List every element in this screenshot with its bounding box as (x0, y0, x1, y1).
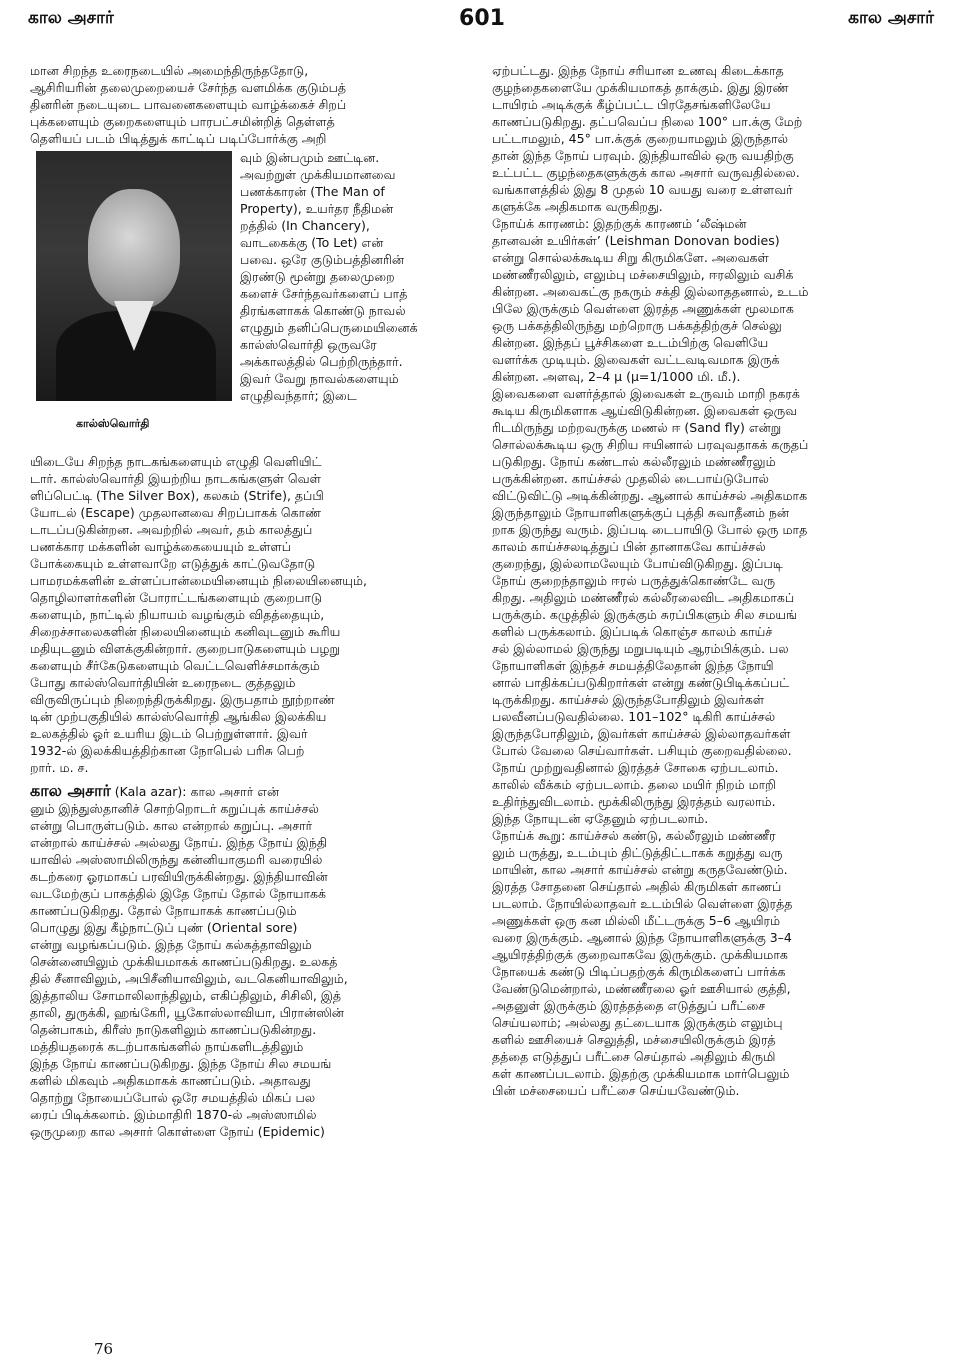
text-line: குறைந்து, இல்லாமலேயும் போய்விடுகிறது. இப்படி (492, 556, 783, 571)
text-line: யோடல் (Escape) முதலானவை சிறப்பாகக் கொண் (30, 505, 322, 520)
text-line: தாலி, துருக்கி, ஹங்கேரி, யூகோஸ்லாவியா, பிரான்ஸின் (30, 1005, 344, 1020)
text-line: செய்யலாம்; அல்லது தட்டையாக இருக்கும் எலும்பு (492, 1015, 783, 1030)
text-line: என்று வழங்கப்படும். இந்த நோய் கல்கத்தாவிலும் (30, 937, 312, 952)
text-line: போது கால்ஸ்வொர்தியின் உரைநடை குத்தலும் (30, 675, 296, 690)
text-line: பணக்காரன் (The Man of (240, 184, 385, 199)
text-line: அணுக்கள் ஒரு கன மில்லி மீட்டருக்கு 5–6 ஆயிரம் (492, 913, 781, 928)
text-line: பணக்கார மக்களின் வாழ்க்கையையும் உள்ளப் (30, 539, 291, 554)
text-line: குழந்தைகளையே முக்கியமாகத் தாக்கும். இது இரண் (492, 80, 789, 95)
text-line: தொற்று நோயைப்போல் ஒரே சமயத்தில் மிகப் பல (30, 1090, 316, 1105)
text-line: களையும், நாட்டில் நியாயம் வழங்கும் விதத்தையும், (30, 607, 325, 622)
text-line: களுக்கே அதிகமாக வருகிறது. (492, 199, 663, 214)
text-line: புக்களையும் குறைகளையும் பாரபட்சமின்றித் தெள்ளத் (30, 114, 335, 129)
text-line: பருக்கும். கழுத்தில் இருக்கும் சுரப்பிகளும் சில சமயங் (492, 607, 798, 622)
text-line: ரைப் பிடிக்கலாம். இம்மாதிரி 1870-ல் அஸ்ஸாமில் (30, 1107, 317, 1122)
text-line: களில் பருக்கலாம். இப்படிக் கொஞ்ச காலம் காய்ச் (492, 624, 773, 639)
text-line: நோயைக் கண்டு பிடிப்பதற்குக் கிருமிகளைப் பார்க்க (492, 964, 786, 979)
text-line: சிறைச்சாலைகளின் நிலையினையும் கனிவுடனும் கூரிய (30, 624, 341, 639)
text-line: றார். ம. ச. (30, 760, 89, 775)
text-line: பின் மச்சையைப் பரீட்சை செய்யவேண்டும். (492, 1083, 740, 1098)
text-line: காலில் வீக்கம் ஏற்படலாம். தலை மயிர் நிறம் மாறி (492, 777, 776, 792)
text-line: னும் இந்துஸ்தானிச் சொற்றொடர் கறுப்புக் காய்ச்சல் (30, 801, 319, 816)
right-column (492, 62, 932, 1099)
text-line: மதியுடனும் விளக்குகின்றார். குறைபாடுகளையும் பழறு (30, 641, 340, 656)
text-line: ஆசிரியரின் தலைமுறையைச் சேர்ந்த வளமிக்க குடும்பத் (30, 80, 347, 95)
text-line: கள் காணப்படலாம். இதற்கு முக்கியமாக மார்பெலும் (492, 1066, 790, 1081)
text-line: டிருக்கிறது. காய்ச்சல் இருந்தபோதிலும் இவர்கள் (492, 692, 765, 707)
text-line: மாயின், கால அசார் காய்ச்சல் என்று கருதவேண்டும். (492, 862, 788, 877)
text-line: தினரின் நடையுடை பாவனைகளையும் வாழ்க்கைச் சிறப் (30, 97, 347, 112)
left-bottom-paragraph (30, 453, 468, 776)
text-line: இருந்தபோதிலும், இவர்கள் காய்ச்சல் இல்லாதவர்கள் (492, 726, 791, 741)
text-line: தென்பாகம், கிரீஸ் நாடுகளிலும் காணப்படுகின்றது. (30, 1022, 317, 1037)
left-top-paragraph (30, 62, 468, 147)
text-line: கின்றன. அளவு, 2–4 μ (μ=1/1000 மி. மீ.). (492, 369, 741, 384)
text-line: வளர்க்க முடியும். இவைகள் வட்டவடிவமாக இருக் (492, 352, 780, 367)
photo-caption: கால்ஸ்வொர்தி (76, 417, 150, 430)
text-line: லும் பருத்து, உடம்பும் திட்டுத்திட்டாகக் கறுத்து வரு (492, 845, 783, 860)
text-line: டின் முற்பகுதியில் கால்ஸ்வொர்தி ஆங்கில இலக்கிய (30, 709, 327, 724)
text-line: வடமேற்குப் பாகத்தில் இதே நோய் தோல் நோயாகக் (30, 886, 327, 901)
kala-azar-paragraph (30, 800, 468, 1140)
text-line: றத்தில் (In Chancery), (240, 218, 370, 233)
text-line: இவைகளை வளர்த்தால் இவைகள் உருவம் மாறி நகரக் (492, 386, 800, 401)
text-line: ஆயிரத்திற்குக் குறைவாகவே இருக்கும். முக்கியமாக (492, 947, 788, 962)
text-line: இவர் வேறு நாவல்களையும் (240, 371, 399, 386)
text-line: பொழுது இது கீழ்நாட்டுப் புண் (Oriental sore) (30, 920, 298, 935)
entry-title-rest: (Kala azar): கால அசார் என் (110, 784, 280, 799)
text-line: தொழிலாளர்களின் போராட்டங்களையும் குறைபாடு (30, 590, 323, 605)
text-line: கடற்கரை ஓரமாகப் பரவியிருக்கின்றது. இந்தியாவின் (30, 869, 328, 884)
portrait-photo (36, 151, 232, 401)
text-line: போல் வேலை செய்வார்கள். பசியும் குறைவதில்லை. (492, 743, 792, 758)
text-line: நோய்க் காரணம்: இதற்குக் காரணம் ‘லீஷ்மன் (492, 216, 747, 231)
text-line: தானவன் உயிர்கள்’ (Leishman Donovan bodies) (492, 233, 780, 248)
text-line: பட்டாமலும், 45° பா.க்குக் குறையாமலும் இருந்தால் (492, 131, 789, 146)
text-line: ஏற்பட்டது. இந்த நோய் சரியான உணவு கிடைக்காத (492, 63, 784, 78)
text-line: களையும் சீர்கேடுகளையும் வெட்டவெளிச்சமாக்கும் (30, 658, 320, 673)
text-line: னால் பாதிக்கப்படுகிறார்கள் என்று கண்டுபிடிக்கப்பட் (492, 675, 790, 690)
text-line: வேண்டுமென்றால், மண்ணீரலை ஓர் ஊசியால் குத்தி, (492, 981, 791, 996)
text-line: யிடையே சிறந்த நாடகங்களையும் எழுதி வெளியிட் (30, 454, 322, 469)
text-line: சொல்லக்கூடிய ஒரு சிறிய ஈயினால் பரவுவதாகக் கருதப் (492, 437, 809, 452)
beside-photo-text (240, 149, 470, 404)
left-column (30, 62, 468, 1140)
text-line: நோய் குறைந்தாலும் ஈரல் பருத்துக்கொண்டே வரு (492, 573, 776, 588)
text-line: காணப்படுகிறது. தட்பவெப்ப நிலை 100° பா.க்கு மேற் (492, 114, 803, 129)
text-line: இருந்தாலும் நோயாளிகளுக்குப் புத்தி சுவாதீனம் நன் (492, 505, 790, 520)
text-line: உதிர்ந்துவிடலாம். மூக்கிலிருந்து இரத்தம் வரலாம். (492, 794, 776, 809)
text-line: இத்தாலிய சோமாலிலாந்திலும், எகிப்திலும், சிசிலி, இத் (30, 988, 342, 1003)
text-line: பாமரமக்களின் உள்ளப்பான்மையினையும் நிலையினையும், (30, 573, 367, 588)
text-line: விட்டுவிட்டு அடிக்கின்றது. ஆனால் காய்ச்சல் அதிகமாக (492, 488, 808, 503)
text-line: களில் ஊசியைச் செலுத்தி, மச்சையிலிருக்கும் இரத் (492, 1032, 776, 1047)
text-line: மத்தியதரைக் கடற்பாகங்களில் நாய்களிடத்திலும் (30, 1039, 304, 1054)
text-line: உட்பட்ட குழந்தைகளுக்குக் கால அசார் வருவதில்லை. (492, 165, 800, 180)
text-line: பிலே இருக்கும் வெள்ளை இரத்த அணுக்கள் மூலமாக (492, 301, 794, 316)
text-line: ஒரு பக்கத்திலிருந்து மற்றொரு பக்கத்திற்குச் செல்லு (492, 318, 782, 333)
text-line: படுகிறது. நோய் கண்டால் கல்லீரலும் மண்ணீரலும் (492, 454, 776, 469)
text-line: வாடகைக்கு (To Let) என் (240, 235, 384, 250)
text-line: வங்காளத்தில் இது 8 முதல் 10 வயது வரை உள்ளவர் (492, 182, 793, 197)
text-line: வும் இன்பமும் ஊட்டின. (240, 150, 380, 165)
text-line: படலாம். நோயில்லாதவர் உடம்பில் வெள்ளை இரத்த (492, 896, 793, 911)
text-line: கால்ஸ்வொர்தி ஒருவரே (240, 337, 377, 352)
text-line: றாக இருந்து வரும். இப்படி டைபாயிடு போல் ஒரு மாத (492, 522, 808, 537)
right-paragraphs (492, 62, 932, 1099)
text-line: யாவில் அஸ்ஸாமிலிருந்து கன்னியாகுமரி வரையில் (30, 852, 323, 867)
kala-azar-heading-line (30, 782, 468, 800)
text-line: பலவீனப்படுவதில்லை. 101–102° டிகிரி காய்ச்சல் (492, 709, 776, 724)
text-line: இரண்டு மூன்று தலைமுறை (240, 269, 395, 284)
text-line: மான சிறந்த உரைநடையில் அமைந்திருந்ததோடு, (30, 63, 309, 78)
text-line: திரங்களாகக் கொண்டு நாவல் (240, 303, 406, 318)
text-line: ரிடமிருந்து மற்றவருக்கு மணல் ஈ (Sand fly) என்று (492, 420, 782, 435)
text-line: காலம் காய்ச்சலடித்துப் பின் தானாகவே காய்ச்சல் (492, 539, 766, 554)
text-line: எழுதும் தனிப்பெருமையினைக் (240, 320, 418, 335)
running-header-right: கால அசார் (848, 8, 934, 28)
text-line: டாயிரம் அடிக்குக் கீழ்ப்பட்ட பிரதேசங்களிலேயே (492, 97, 771, 112)
text-line: கிறது. அதிலும் மண்ணீரல் கல்லீரலைவிட அதிகமாகப் (492, 590, 795, 605)
text-line: சல் இல்லாமல் இருந்து மறுபடியும் ஆரம்பிக்கும். பல (492, 641, 789, 656)
text-line: மண்ணீரலிலும், எலும்பு மச்சையிலும், ஈரலிலும் வசிக் (492, 267, 794, 282)
text-line: பவை. ஒரே குடும்பத்தினரின் (240, 252, 404, 267)
text-line: தான் இந்த நோய் பரவும். இந்தியாவில் ஒரு வயதிற்கு (492, 148, 794, 163)
text-line: விருவிருப்பும் நிறைந்திருக்கிறது. இருபதாம் நூற்றாண் (30, 692, 335, 707)
text-line: Property), உயர்தர நீதிமன் (240, 201, 394, 216)
text-line: நோயாளிகள் இந்தச் சமயத்திலேதான் இந்த நோயி (492, 658, 774, 673)
text-line: சென்னையிலும் முக்கியமாகக் காணப்படுகிறது. உலகத் (30, 954, 338, 969)
text-line: தெளியப் படம் பிடித்துக் காட்டிப் படிப்போர்க்கு அறி (30, 131, 327, 146)
text-line: தத்தை எடுத்துப் பரீட்சை செய்தால் அதிலும் கிருமி (492, 1049, 776, 1064)
text-line: எழுதிவந்தார்; இடை (240, 388, 357, 403)
text-line: போக்கையும் உள்ளவாறே எடுத்துக் காட்டுவதோடு (30, 556, 316, 571)
text-line: தில் சீனாவிலும், அபிசீனியாவிலும், வடகெனியாவிலும், (30, 971, 348, 986)
text-line: கின்றன. இந்தப் பூச்சிகளை உடம்பிற்கு வெளியே (492, 335, 769, 350)
text-line: என்று சொல்லக்கூடிய சிறு கிருமிகளே. அவைகள் (492, 250, 769, 265)
text-line: 1932-ல் இலக்கியத்திற்கான நோபெல் பரிசு பெற் (30, 743, 305, 758)
text-line: பருக்கின்றன. காய்ச்சல் முதலில் டைபாய்டுபோல் (492, 471, 769, 486)
page-number-top: 601 (459, 6, 505, 31)
text-line: நோய் முற்றுவதினால் இரத்தச் சோகை ஏற்படலாம். (492, 760, 779, 775)
text-line: என்று பொருள்படும். கால என்றால் கறுப்பு. அசார் (30, 818, 313, 833)
entry-title: கால அசார் (30, 782, 111, 800)
text-line: இந்த நோயுடன் ஏதேனும் ஏற்படலாம். (492, 811, 709, 826)
text-line: உலகத்தில் ஓர் உயரிய இடம் பெற்றுள்ளார். இவர் (30, 726, 308, 741)
text-line: டாடப்படுகின்றன. அவற்றில் அவர், தம் காலத்துப் (30, 522, 313, 537)
text-line: அக்காலத்தில் பெற்றிருந்தார். (240, 354, 403, 369)
text-line: அவற்றுள் முக்கியமானவை (240, 167, 396, 182)
text-line: களைச் சேர்ந்தவர்களைப் பாத் (240, 286, 408, 301)
page-number-bottom: 76 (94, 1340, 114, 1358)
text-line: ளிப்பெட்டி (The Silver Box), கலகம் (Strife), தப்பி (30, 488, 324, 503)
text-line: டார். கால்ஸ்வொர்தி இயற்றிய நாடகங்களுள் வெள் (30, 471, 321, 486)
text-line: என்றால் காய்ச்சல் அல்லது நோய். இந்த நோய் இந்தி (30, 835, 328, 850)
text-line: வரை இருக்கும். ஆனால் இந்த நோயாளிகளுக்கு 3–4 (492, 930, 792, 945)
text-line: கின்றன. அவைகட்கு நகரும் சக்தி இல்லாததனால், உடம் (492, 284, 809, 299)
text-line: காணப்படுகிறது. தோல் நோயாகக் காணப்படும் (30, 903, 297, 918)
text-line: இந்த நோய் காணப்படுகிறது. இந்த நோய் சில சமயங் (30, 1056, 332, 1071)
portrait-block (30, 149, 468, 449)
text-line: இரத்த சோதனை செய்தால் அதில் கிருமிகள் காணப் (492, 879, 782, 894)
running-header-left: கால அசார் (28, 8, 114, 28)
text-line: அதனுள் இருக்கும் இரத்தத்தை எடுத்துப் பரீட்சை (492, 998, 766, 1013)
text-line: களில் மிகவும் அதிகமாகக் காணப்படும். அதாவது (30, 1073, 311, 1088)
text-line: ஒருமுறை கால அசார் கொள்ளை நோய் (Epidemic) (30, 1124, 325, 1139)
text-line: கூடிய கிருமிகளாக ஆய்விடுகின்றன. இவைகள் ஒருவ (492, 403, 798, 418)
text-line: நோய்க் கூறு: காய்ச்சல் கண்டு, கல்லீரலும் மண்ணீர (492, 828, 776, 843)
